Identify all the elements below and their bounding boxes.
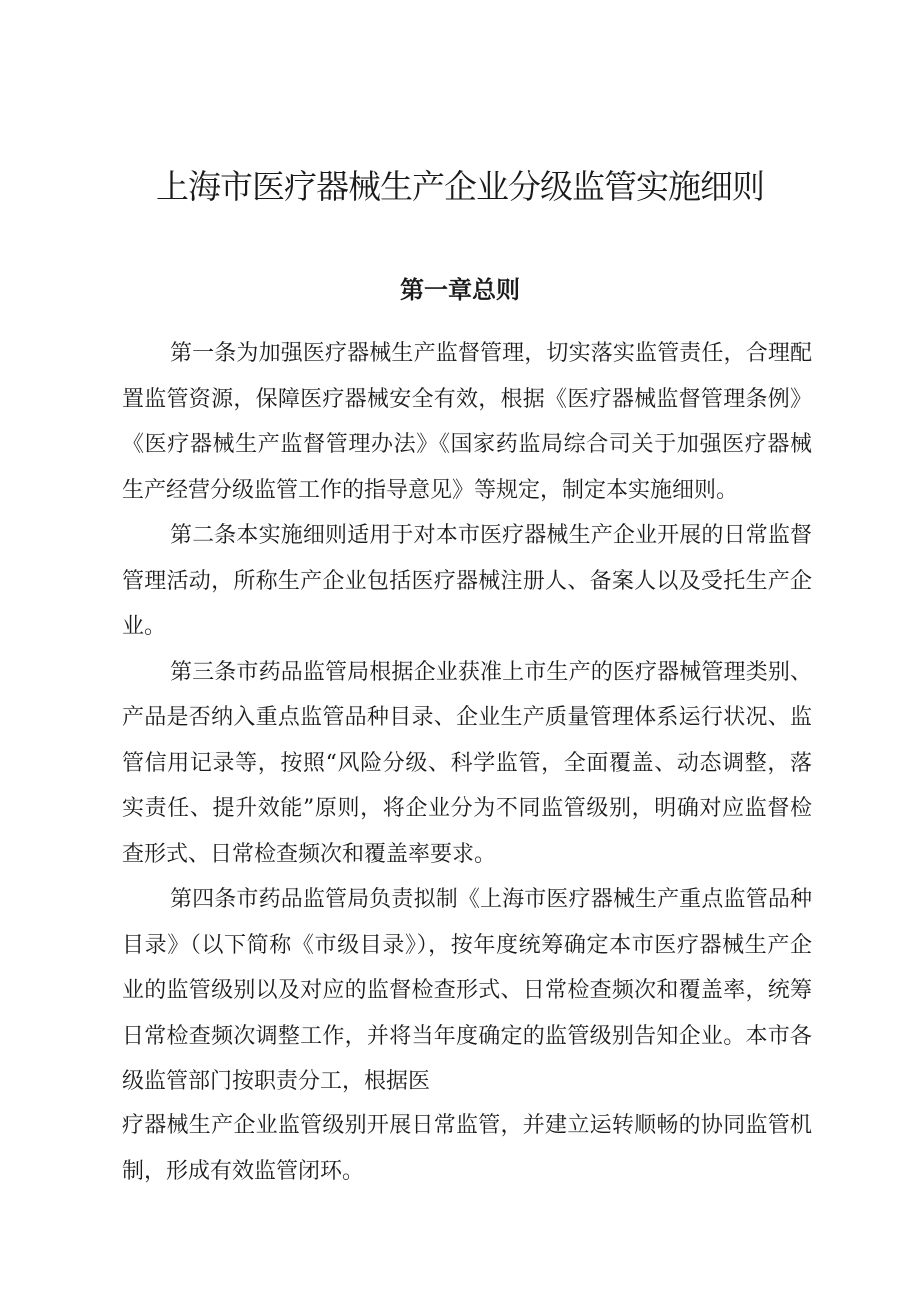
article-1-paragraph: 第一条为加强医疗器械生产监督管理，切实落实监管责任，合理配置监管资源，保障医疗器械安全有效，根据《医疗器械监督管理条例》《医疗器械生产监督管理办法》《国家药监局综合司关于加强医疗器械生产经营分级监管工作的指导意见》等规定，制定本实施细则。 xyxy=(122,341,812,503)
article-2-paragraph: 第二条本实施细则适用于对本市医疗器械生产企业开展的日常监督管理活动，所称生产企业包括医疗器械注册人、备案人以及受托生产企业。 xyxy=(122,523,812,639)
article-4-continuation: 疗器械生产企业监管级别开展日常监管，并建立运转顺畅的协同监管机制，形成有效监管闭环。 xyxy=(122,1113,812,1184)
document-title: 上海市医疗器械生产企业分级监管实施细则 xyxy=(156,167,764,206)
article-4-paragraph: 第四条市药品监管局负责拟制《上海市医疗器械生产重点监管品种目录》（以下简称《市级目录》），按年度统筹确定本市医疗器械生产企业的监管级别以及对应的监督检查形式、日常检查频次和覆盖率，统筹日常检查频次调整工作，并将当年度确定的监管级别告知企业。本市各级监管部门按职责分工，根据医 xyxy=(122,887,812,1094)
chapter-title: 第一章总则 xyxy=(400,276,520,304)
continuation-block xyxy=(122,1103,812,1194)
article-3-paragraph: 第三条市药品监管局根据企业获准上市生产的医疗器械管理类别、产品是否纳入重点监管品种目录、企业生产质量管理体系运行状况、监管信用记录等，按照“风险分级、科学监管，全面覆盖、动态调整，落实责任、提升效能”原则，将企业分为不同监管级别，明确对应监督检查形式、日常检查频次和覆盖率要求。 xyxy=(122,659,812,867)
document-body xyxy=(122,331,812,1105)
